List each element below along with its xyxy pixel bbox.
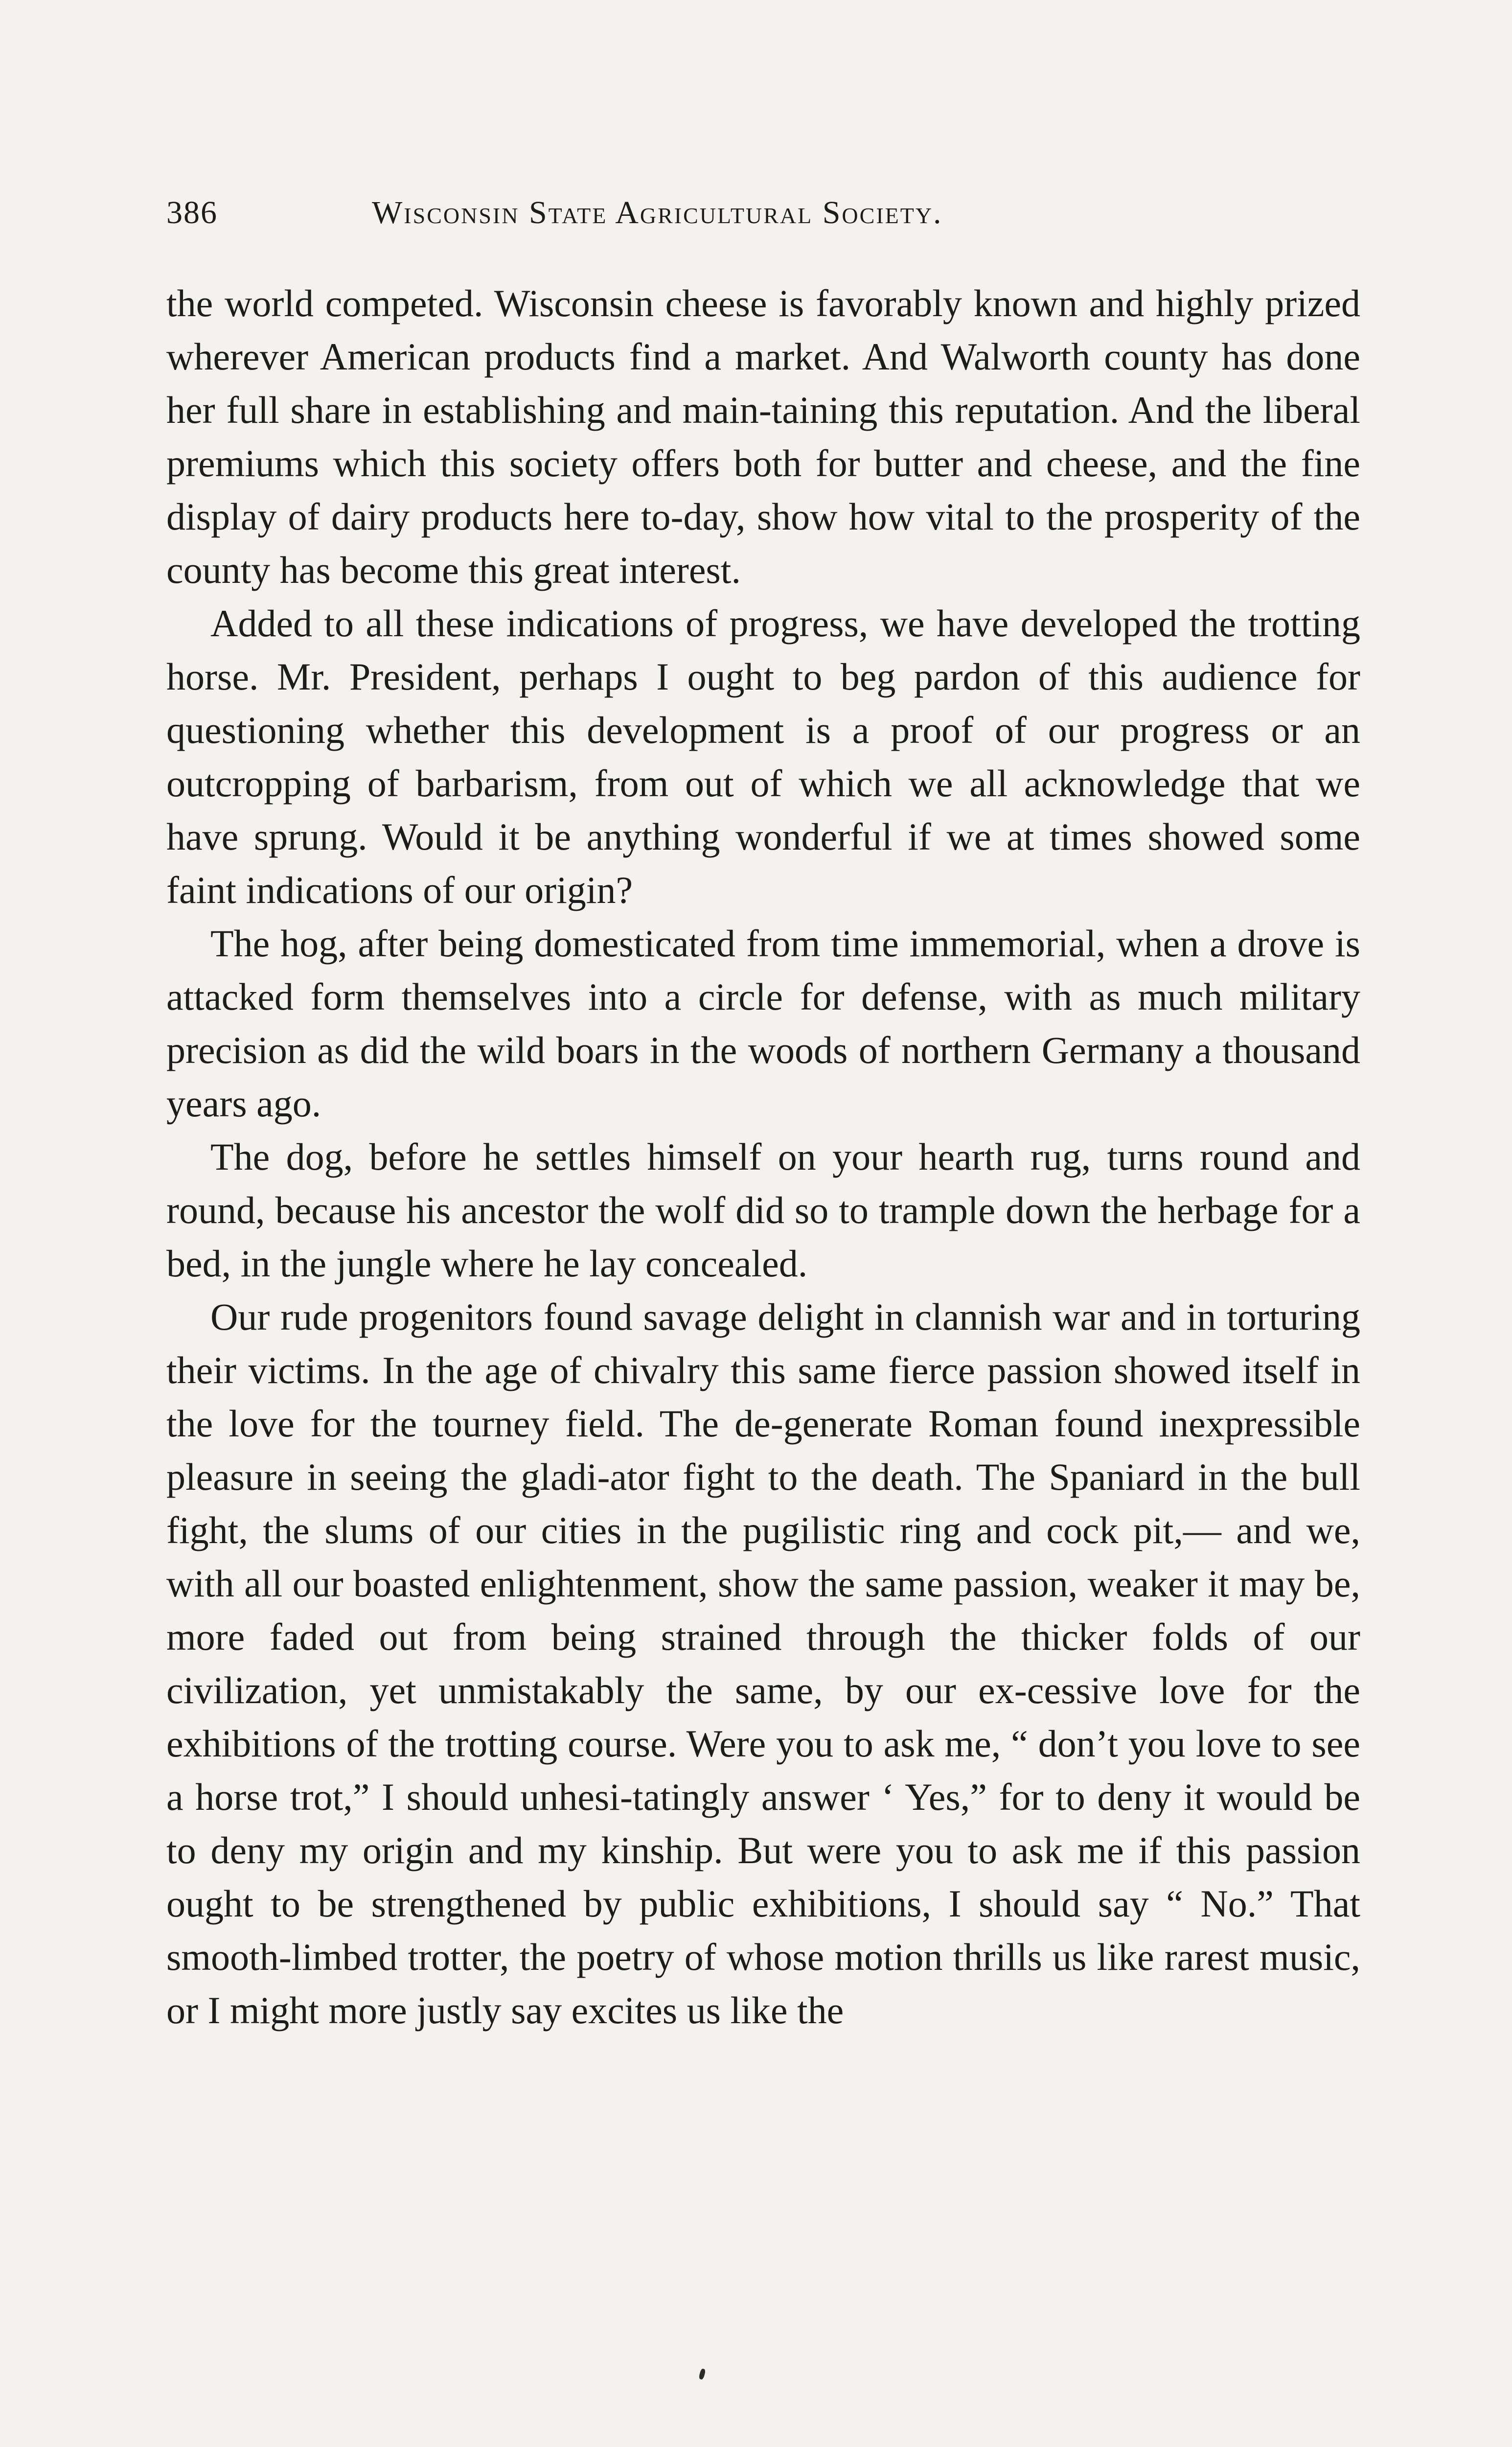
page-number: 386 [166, 195, 218, 231]
paragraph-trotting-horse: Added to all these indications of progress, we have developed the trotting horse. Mr. President, perhaps I ought to beg pardon of this audience for questioning whether this development is a proof of our progress or an outcropping of barbarism, from out of which we all acknowledge that we have sprung. Would it be anything wonderful if we at times showed some faint indications of our origin? [166, 602, 1360, 911]
running-title: Wisconsin State Agricultural Society. [372, 195, 943, 231]
paragraph-dairy-reputation: the world competed. Wisconsin cheese is favorably known and highly prized wherever American products find a market. And Walworth county has done her full share in establishing and main-taining this reputation. And the liberal premiums which this society offers both for butter and cheese, and the fine display of dairy products here to-day, show how vital to the prosperity of the county has become this great interest. [166, 282, 1360, 591]
running-head [166, 186, 1360, 240]
paragraph-dog: The dog, before he settles himself on your hearth rug, turns round and round, because his ancestor the wolf did so to trample down the herbage for a bed, in the jungle where he lay concealed. [166, 1135, 1360, 1285]
paragraph-savage-delight: Our rude progenitors found savage delight in clannish war and in torturing their victims. In the age of chivalry this same fierce passion showed itself in the love for the tourney field. The de-generate Roman found inexpressible pleasure in seeing the gladi-ator fight to the death. The Spaniard in the bull fight, the slums of our cities in the pugilistic ring and cock pit,— and we, with all our boasted enlightenment, show the same passion, weaker it may be, more faded out from being strained through the thicker folds of our civilization, yet unmistakably the same, by our ex-cessive love for the exhibitions of the trotting course. Were you to ask me, “ don’t you love to see a horse trot,” I should unhesi-tatingly answer ‘ Yes,” for to deny it would be to deny my origin and my kinship. But were you to ask me if this passion ought to be strengthened by public exhibitions, I should say “ No.” That smooth-limbed trotter, the poetry of whose motion thrills us like rarest music, or I might more justly say excites us like the [166, 1295, 1360, 2031]
body-text [166, 277, 1360, 2037]
paragraph-hog: The hog, after being domesticated from time immemorial, when a drove is attacked form themselves into a circle for defense, with as much military precision as did the wild boars in the woods of northern Germany a thousand years ago. [166, 922, 1360, 1125]
ink-mark [698, 2368, 706, 2380]
